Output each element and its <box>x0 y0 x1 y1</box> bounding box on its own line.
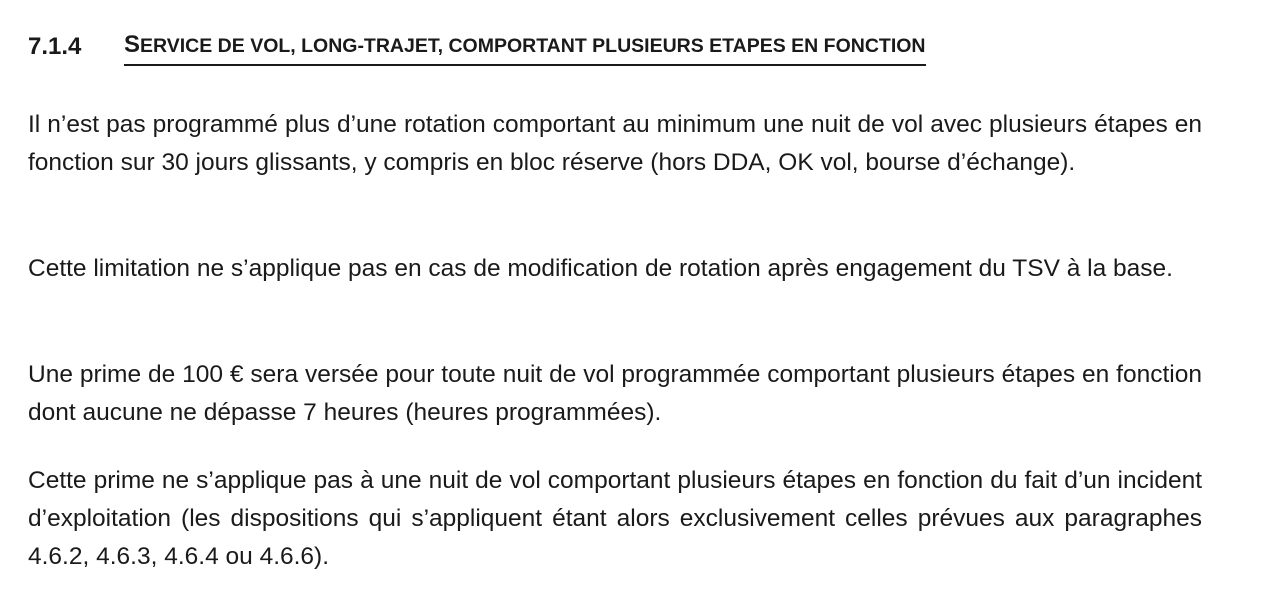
paragraph-rotation-limit: Il n’est pas programmé plus d’une rotation comportant au minimum une nuit de vol avec plusieurs étapes en fonction sur 30 jours glissants, y compris en bloc réserve (hors DDA, OK vol, bourse d’échange). <box>28 111 1202 176</box>
paragraph-limitation-exception: Cette limitation ne s’applique pas en cas de modification de rotation après engagement du TSV à la base. <box>28 255 1173 282</box>
section-title <box>124 30 926 66</box>
section-heading <box>28 30 1208 68</box>
paragraph-bonus: Une prime de 100 € sera versée pour toute nuit de vol programmée comportant plusieurs étapes en fonction dont aucune ne dépasse 7 heures (heures programmées). <box>28 361 1202 426</box>
paragraph-bonus-exception: Cette prime ne s’applique pas à une nuit de vol comportant plusieurs étapes en fonction du fait d’un incident d’exploitation (les dispositions qui s’appliquent étant alors exclusivement celles prévues aux paragraphes 4.6.2, 4.6.3, 4.6.4 ou 4.6.6). <box>28 467 1202 570</box>
section-title-rest: ERVICE DE VOL, LONG-TRAJET, COMPORTANT PLUSIEURS ETAPES EN FONCTION <box>140 35 926 57</box>
section-number: 7.1.4 <box>28 33 82 60</box>
section-title-initial: S <box>124 31 141 58</box>
